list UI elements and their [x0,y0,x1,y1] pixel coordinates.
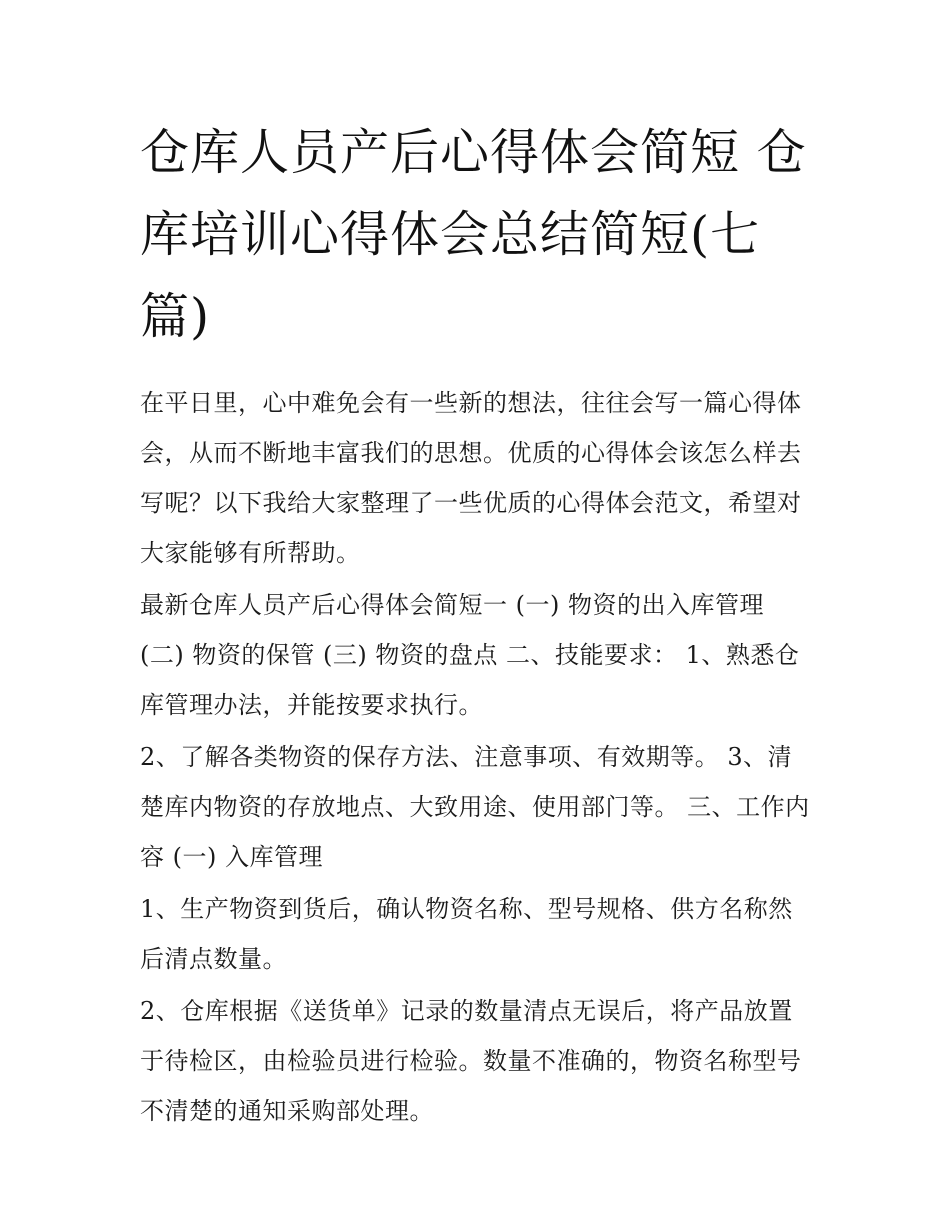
paragraph-skills: 2、了解各类物资的保存方法、注意事项、有效期等。 3、清楚库内物资的存放地点、大致用途、使用部门等。 三、工作内容 (一) 入库管理 [140,743,810,871]
paragraph-receiving: 1、生产物资到货后，确认物资名称、型号规格、供方名称然后清点数量。 [140,895,793,973]
paragraph-intro: 在平日里，心中难免会有一些新的想法，往往会写一篇心得体会，从而不断地丰富我们的思想。优质的心得体会该怎么样去写呢？以下我给大家整理了一些优质的心得体会范文，希望对大家能够有所帮助。 [140,389,802,567]
document-title: 仓库人员产后心得体会简短 仓库培训心得体会总结简短(七篇) [140,124,807,345]
paragraph-inspection: 2、仓库根据《送货单》记录的数量清点无误后，将产品放置于待检区，由检验员进行检验。数量不准确的，物资名称型号不清楚的通知采购部处理。 [140,997,802,1125]
paragraph-job-scope: 最新仓库人员产后心得体会简短一 (一) 物资的出入库管理 (二) 物资的保管 (三) 物资的盘点 二、技能要求： 1、熟悉仓库管理办法，并能按要求执行。 [140,591,800,719]
document-body [140,112,812,1138]
